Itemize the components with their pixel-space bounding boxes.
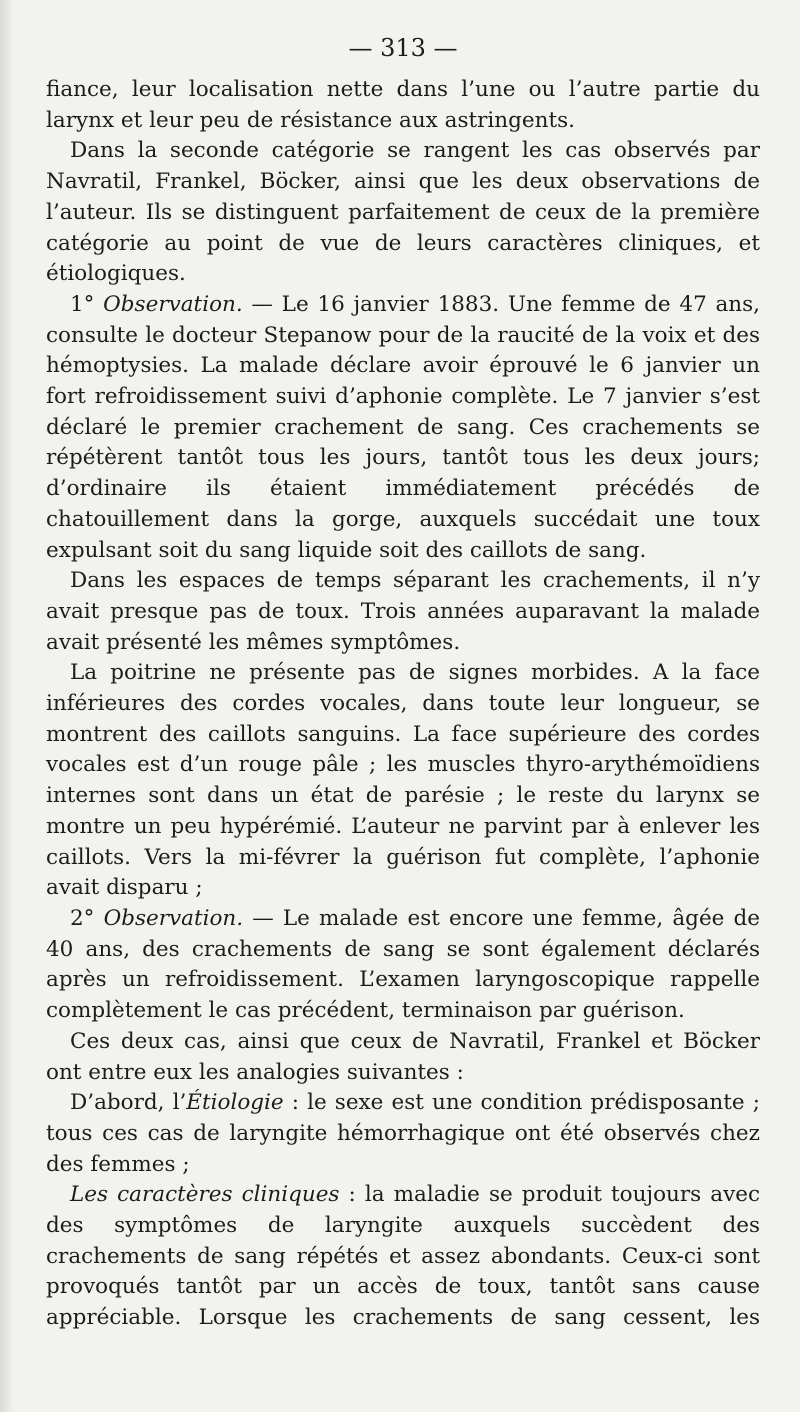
paragraph-4: Dans les espaces de temps séparant les crachements, il n’y avait presque pas de toux. Trois années auparavant la malade avait présenté les mêmes symptômes. xyxy=(46,568,760,655)
paragraph-observation-2 xyxy=(46,904,760,1027)
observation-2-text: — Le malade est encore une femme, âgée de 40 ans, des crachements de sang se sont également déclarés après un refroidissement. L’examen laryngoscopique rappelle complètement le cas précédent, terminaison par guérison. xyxy=(46,905,761,1024)
paragraph-2: Dans la seconde catégorie se rangent les cas observés par Navratil, Frankel, Böcker, ainsi que les deux observations de l’auteur. Ils se distinguent parfaitement de ceux de la première catégorie au point de vue de leurs caractères cliniques, et étiologiques. xyxy=(46,138,760,287)
caracteres-heading: Les caractères cliniques xyxy=(70,1182,340,1208)
page-number: — 313 — xyxy=(348,34,458,62)
etiologie-lead: D’abord, l’ xyxy=(70,1090,187,1116)
observation-2-number: 2° xyxy=(70,905,104,931)
paragraph-1: fiance, leur localisation nette dans l’une ou l’autre partie du larynx et leur peu de résistance aux astringents. xyxy=(46,77,760,133)
paragraph-observation-1 xyxy=(46,290,760,566)
etiologie-text: : le sexe est une condition prédisposante ; tous ces cas de laryngite hémorrhagique ont été observés chez des femmes ; xyxy=(46,1090,760,1177)
observation-2-heading: Observation. xyxy=(103,905,244,931)
caracteres-text: : la maladie se produit toujours avec des symptômes de laryngite auxquels succèdent des crachements de sang répétés et assez abondants. Ceux-ci sont provoqués tantôt par un accès de toux, tantôt sans cause appréciable. Lorsque les crachements de sang cessent, les xyxy=(46,1182,760,1331)
paragraph-5: La poitrine ne présente pas de signes morbides. A la face inférieures des cordes vocales, dans toute leur longueur, se montrent des caillots sanguins. La face supérieure des cordes vocales est d’un rouge pâle ; les muscles thyro-arythémoïdiens internes sont dans un état de parésie ; le reste du larynx se montre un peu hypérémié. L’auteur ne parvint par à enlever les caillots. Vers la mi-févrer la guérison fut complète, l’aphonie avait disparu ; xyxy=(46,660,760,901)
observation-1-text: — Le 16 janvier 1883. Une femme de 47 ans, consulte le docteur Stepanow pour de la raucité de la voix et des hémoptysies. La malade déclare avoir éprouvé le 6 janvier un fort refroidissement suivi d’aphonie complète. Le 7 janvier s’est déclaré le premier crachement de sang. Ces crachements se répétèrent tantôt tous les jours, tantôt tous les deux jours; d’ordinaire ils étaient immédiatement précédés de chatouillement dans la gorge, auxquels succédait une toux expulsant soit du sang liquide soit des caillots de sang. xyxy=(46,291,761,563)
paragraph-etiologie xyxy=(46,1088,760,1180)
paragraph-7: Ces deux cas, ainsi que ceux de Navratil, Frankel et Böcker ont entre eux les analogies suivantes : xyxy=(46,1028,760,1085)
body-text xyxy=(46,75,760,1334)
observation-1-heading: Observation. xyxy=(103,291,243,317)
etiologie-heading: Étiologie xyxy=(186,1090,284,1116)
paragraph-caracteres-cliniques xyxy=(46,1180,760,1334)
observation-1-number: 1° xyxy=(70,291,104,317)
